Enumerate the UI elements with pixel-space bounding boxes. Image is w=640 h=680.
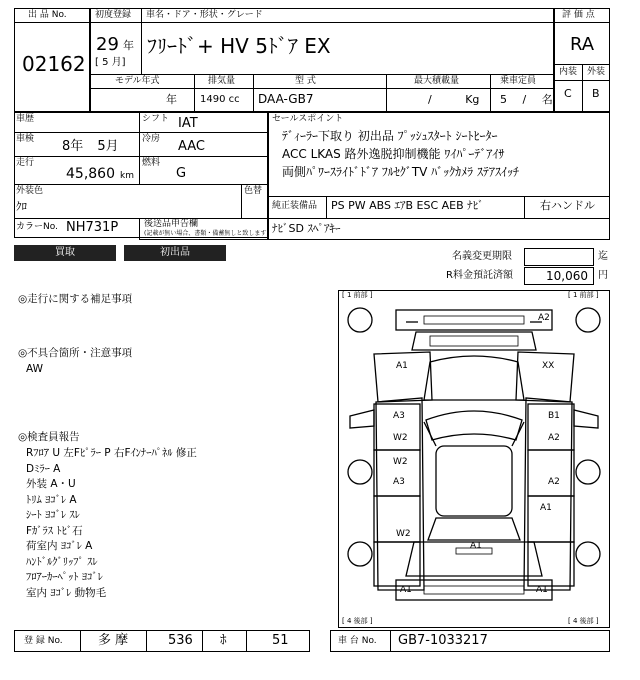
interior-grade: C [564, 87, 572, 100]
lot-number: 02162 [22, 52, 86, 76]
reg-kana: ﾎ [220, 633, 227, 648]
damage-mark: W2 [393, 457, 408, 467]
damage-mark: A1 [396, 361, 408, 371]
shift-label: シフト [142, 114, 170, 124]
equipment-value-2: ﾅﾋﾞSD ｽﾍﾟｱｷｰ [272, 222, 341, 235]
equipment-value: PS PW ABS ｴｱB ESC AEB ﾅﾋﾞ [331, 199, 484, 212]
car-diagram-drawing [338, 290, 610, 628]
model-type: DAA-GB7 [258, 92, 314, 106]
sales-point-title: セールスポイント [272, 114, 344, 124]
inspector-line: ﾄﾘﾑ ﾖｺﾞﾚ A [26, 493, 77, 506]
reg-label: 登 録 No. [24, 636, 63, 646]
first-reg-label: 初度登録 [95, 10, 132, 20]
rating-label: 評 価 点 [562, 10, 595, 20]
damage-mark: A1 [400, 585, 412, 595]
inspector-line: 室内 ﾖｺﾞﾚ 動物毛 [26, 586, 107, 599]
car-name: ﾌﾘｰﾄﾞ+ HV 5ﾄﾞｱ EX [147, 34, 331, 58]
max-load-label: 最大積載量 [414, 76, 460, 86]
inspector-notes [26, 446, 197, 601]
reg-area: 多 摩 [98, 633, 129, 648]
title-row-box [90, 8, 554, 112]
inspector-title: ◎検査員報告 [18, 431, 80, 443]
car-name-label: 車名・ドア・形状・グレード [146, 10, 263, 20]
exterior-grade: B [592, 87, 600, 100]
reg-class: 536 [168, 633, 193, 648]
inspection-label: 車検 [16, 134, 35, 144]
post-doc-label: 後送品申告欄 [144, 219, 199, 229]
inspector-line: Dﾐﾗｰ A [26, 462, 61, 475]
buy-badge: 買取 [14, 245, 116, 261]
inspector-line: 荷室内 ﾖｺﾞﾚ A [26, 540, 93, 552]
inspector-line: 外装 A・U [26, 478, 76, 490]
recycle-unit: 円 [598, 270, 608, 281]
damage-mark: A1 [536, 585, 548, 595]
fuel-value: G [176, 166, 187, 181]
inspector-line: ｼｰﾄ ﾖｺﾞﾚ ｽﾚ [26, 509, 80, 521]
driving-notes-title: ◎走行に関する補足事項 [18, 293, 133, 305]
diagram-corner-br: [ 4 後部 ] [568, 617, 599, 625]
name-change-label: 名義変更期限 [452, 251, 512, 262]
reg-number: 51 [272, 633, 289, 648]
color-no-value: NH731P [66, 220, 119, 235]
capacity-label: 乗車定員 [500, 76, 537, 86]
damage-mark: W2 [393, 433, 408, 443]
handle-value: 右ハンドル [540, 199, 595, 212]
inspector-line: Fｶﾞﾗｽ ﾄﾋﾞ石 [26, 524, 83, 537]
fuel-label: 燃料 [142, 158, 161, 168]
post-doc-note: (記載が無い場合、書類・備蓄無しと致します) [144, 230, 269, 237]
first-reg-month: [ 5 月] [95, 57, 126, 68]
shift-value: IAT [178, 116, 198, 131]
displacement-label: 排気量 [208, 76, 236, 86]
damage-mark: B1 [548, 411, 560, 421]
first-listing-badge: 初出品 [124, 245, 226, 261]
damage-mark: A3 [393, 411, 405, 421]
sales-line-1: ﾃﾞｨｰﾗｰ下取り 初出品 ﾌﾟｯｼｭｽﾀｰﾄ ｼｰﾄﾋｰﾀｰ [282, 129, 498, 143]
damage-mark: W2 [396, 529, 411, 539]
max-load: / Kg [428, 93, 480, 106]
color-change-label: 色替 [244, 186, 263, 196]
name-change-unit: 迄 [598, 251, 608, 262]
interior-label: 内装 [559, 67, 578, 77]
diagram-corner-tl: [ 1 前部 ] [342, 291, 373, 299]
name-change-field [524, 248, 594, 266]
equipment-label: 純正装備品 [272, 201, 318, 211]
inspector-line: ﾌﾛｱｰｶｰﾍﾟｯﾄ ﾖｺﾞﾚ [26, 571, 103, 583]
damage-mark: XX [542, 361, 555, 371]
history-label: 車歴 [16, 114, 35, 124]
rating-value: RA [570, 34, 595, 55]
model-year-unit: 年 [166, 93, 177, 106]
displacement: 1490 cc [200, 94, 240, 105]
damage-mark: A2 [548, 477, 560, 487]
recycle-value: 10,060 [546, 269, 588, 283]
exterior-label: 外装 [587, 67, 606, 77]
inspection-value: 8年 5月 [62, 139, 119, 154]
ac-label: 冷房 [142, 134, 161, 144]
type-label: 型 式 [295, 76, 316, 86]
ext-color-label: 外装色 [16, 186, 44, 196]
model-year-label: モデル年式 [115, 76, 160, 86]
capacity: 5 / 名 [500, 93, 553, 106]
sales-line-2: ACC LKAS 路外逸脱抑制機能 ﾜｲﾊﾟｰﾃﾞｱｲｻ [282, 147, 505, 161]
ext-color-value: ｸﾛ [16, 200, 27, 213]
damage-mark: A1 [470, 541, 482, 551]
damage-mark: A2 [548, 433, 560, 443]
diagram-corner-tr: [ 1 前部 ] [568, 291, 599, 299]
diagram-corner-bl: [ 4 後部 ] [342, 617, 373, 625]
chassis-label: 車 台 No. [338, 636, 377, 646]
damage-mark: A3 [393, 477, 405, 487]
sales-line-3: 両側ﾊﾟﾜｰｽﾗｲﾄﾞﾄﾞｱ ﾌﾙｾｸﾞTV ﾊﾞｯｸｶﾒﾗ ｽﾃｱｽｲｯﾁ [282, 165, 519, 179]
ac-value: AAC [178, 139, 205, 154]
mileage-unit: km [120, 171, 134, 181]
chassis-number: GB7-1033217 [398, 633, 488, 648]
inspector-line: ﾊﾝﾄﾞﾙｸﾞﾘｯﾌﾟ ｽﾚ [26, 555, 98, 568]
defects-title: ◎不具合箇所・注意事項 [18, 347, 133, 359]
defects-line: AW [26, 363, 43, 375]
damage-mark: A1 [540, 503, 552, 513]
first-reg-year-unit: 年 [123, 39, 134, 52]
first-reg-year: 29 [96, 34, 119, 55]
mileage-label: 走行 [16, 158, 35, 168]
damage-mark: A2 [538, 313, 550, 323]
recycle-label: R料金預託済額 [446, 270, 513, 281]
inspector-line: Rﾌﾛｱ U 左Fﾋﾟﾗｰ P 右Fｲﾝﾅｰﾊﾟﾈﾙ 修正 [26, 447, 197, 459]
color-no-label: カラーNo. [16, 222, 58, 232]
mileage-value: 45,860 [66, 166, 115, 182]
lot-label: 出 品 No. [28, 10, 67, 20]
